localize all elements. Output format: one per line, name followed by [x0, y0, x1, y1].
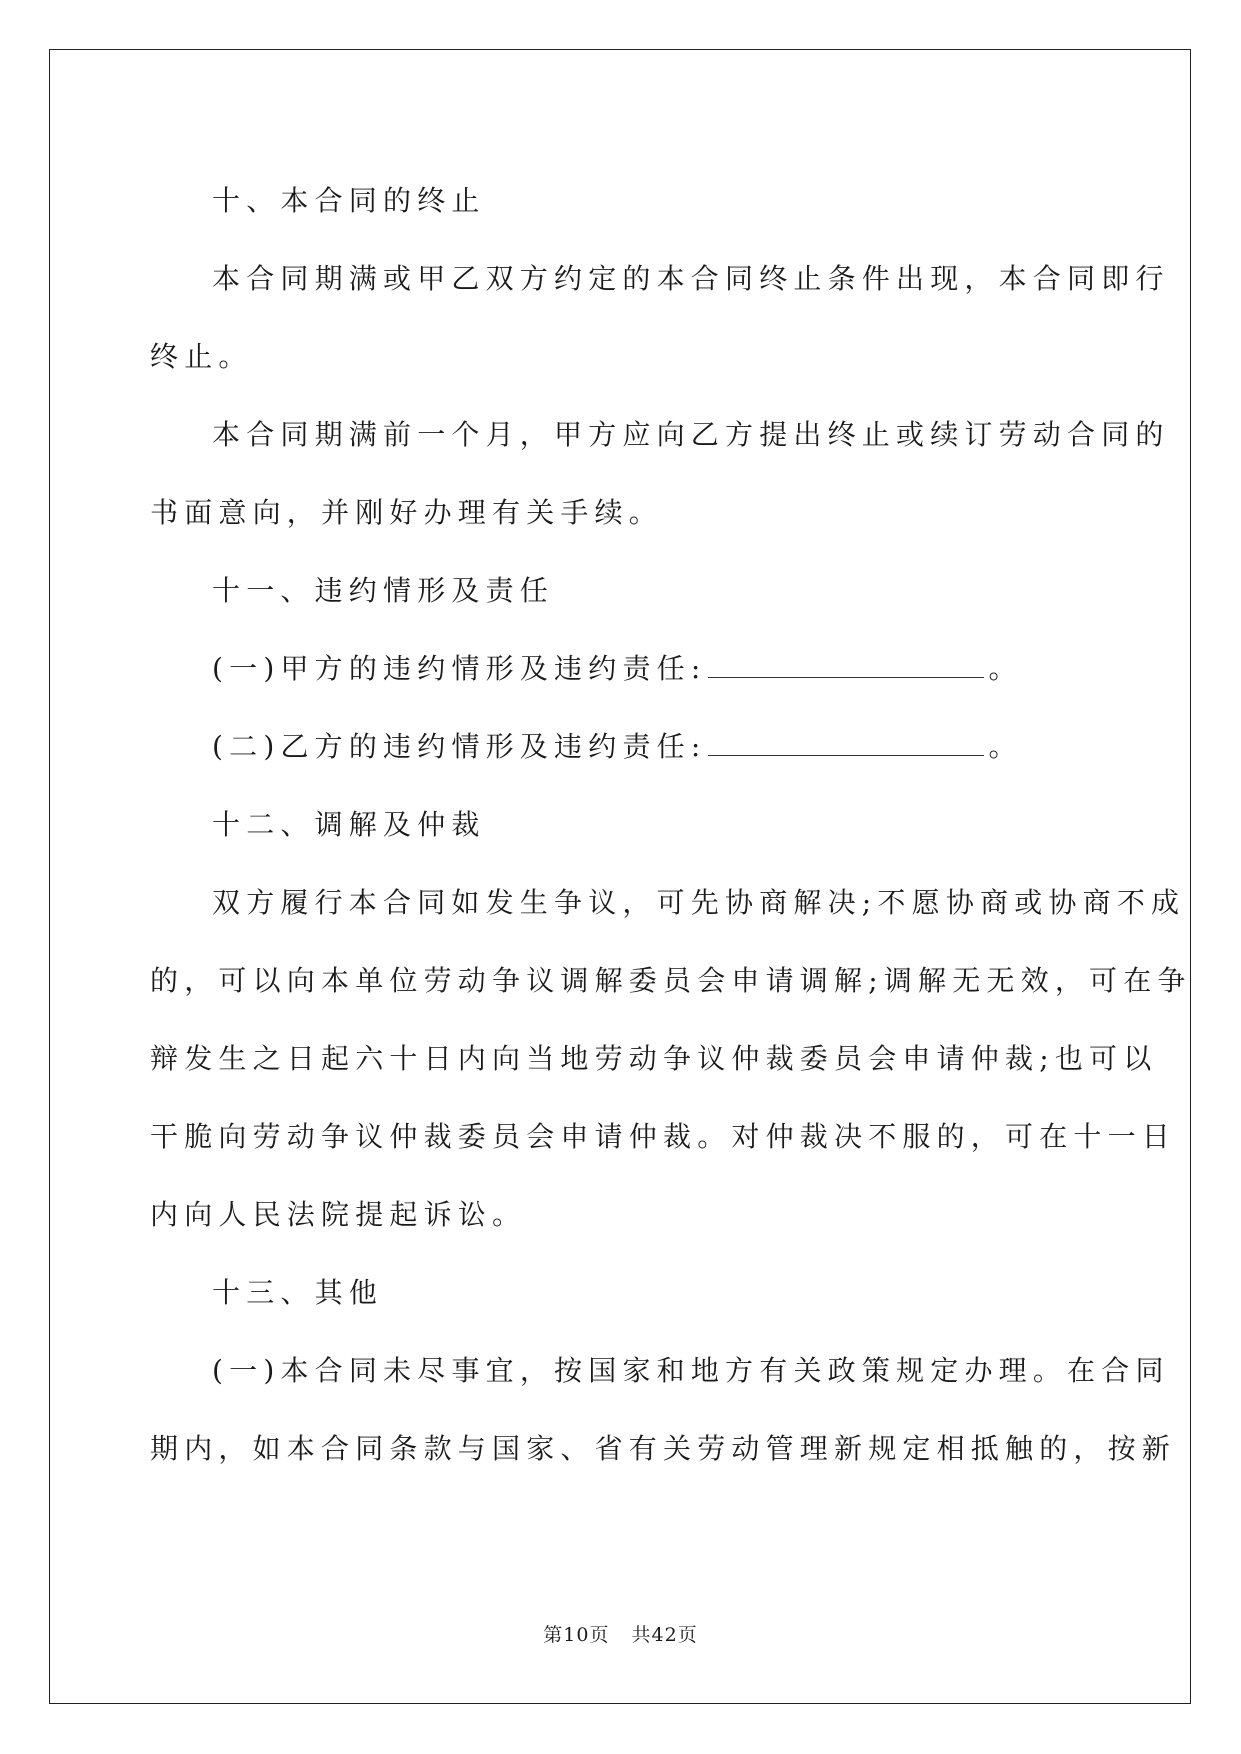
section-heading — [150, 162, 1090, 240]
text-line: 十一、违约情形及责任 — [212, 574, 555, 607]
text-line: 终止。 — [150, 340, 253, 373]
section-heading — [150, 786, 1090, 864]
paragraph — [150, 396, 1170, 552]
fill-in-blank — [708, 733, 984, 756]
page-prefix: 第 — [543, 1624, 564, 1646]
text-line: 书面意向，并刚好办理有关手续。 — [150, 496, 664, 529]
fill-in-label: (一)甲方的违约情形及违约责任: — [212, 652, 707, 685]
text-line: 辩发生之日起六十日内向当地劳动争议仲裁委员会申请仲裁;也可以 — [150, 1042, 1158, 1075]
text-line: 干脆向劳动争议仲裁委员会申请仲裁。对仲裁决不服的，可在十一日 — [150, 1120, 1177, 1153]
fill-in-suffix: 。 — [988, 730, 1023, 763]
fill-in-blank — [708, 655, 984, 678]
paragraph — [150, 1332, 1177, 1488]
fill-in-line — [150, 708, 1090, 786]
fill-in-suffix: 。 — [988, 652, 1023, 685]
text-line: 本合同期满前一个月，甲方应向乙方提出终止或续订劳动合同的 — [212, 418, 1170, 451]
fill-in-label: (二)乙方的违约情形及违约责任: — [212, 730, 707, 763]
page-footer — [0, 1620, 1241, 1647]
text-line: 内向人民法院提起诉讼。 — [150, 1198, 527, 1231]
total-prefix: 共 — [631, 1624, 652, 1646]
text-line: 期内，如本合同条款与国家、省有关劳动管理新规定相抵触的，按新 — [150, 1432, 1177, 1465]
total-suffix: 页 — [677, 1624, 698, 1646]
paragraph — [150, 240, 1170, 396]
text-line: 双方履行本合同如发生争议，可先协商解决;不愿协商或协商不成 — [212, 886, 1186, 919]
document-body — [150, 162, 1192, 1488]
total-pages: 42 — [651, 1624, 678, 1646]
text-line: 十三、其他 — [212, 1276, 384, 1309]
section-heading — [150, 1254, 1090, 1332]
text-line: 十二、调解及仲裁 — [212, 808, 486, 841]
text-line: (一)本合同未尽事宜，按国家和地方有关政策规定办理。在合同 — [212, 1354, 1170, 1387]
text-line: 十、本合同的终止 — [212, 184, 486, 217]
text-line: 本合同期满或甲乙双方约定的本合同终止条件出现，本合同即行 — [212, 262, 1170, 295]
fill-in-line — [150, 630, 1090, 708]
page-suffix: 页 — [589, 1624, 610, 1646]
text-line: 的，可以向本单位劳动争议调解委员会申请调解;调解无无效，可在争 — [150, 964, 1192, 997]
page-number: 10 — [563, 1624, 590, 1646]
section-heading — [150, 552, 1090, 630]
paragraph — [150, 864, 1192, 1254]
